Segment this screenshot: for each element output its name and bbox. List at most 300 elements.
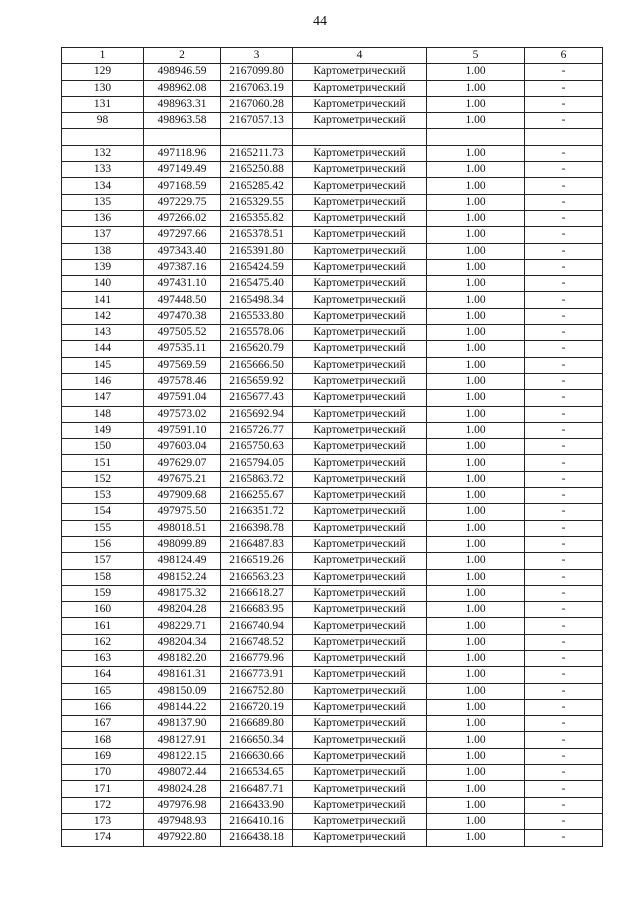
table-row [62, 618, 603, 634]
table-cell: - [525, 227, 603, 243]
table-cell: 1.00 [427, 439, 525, 455]
table-cell: 139 [62, 259, 144, 275]
table-row [62, 488, 603, 504]
table-cell: Картометрический [293, 830, 427, 846]
table-cell: 2166740.94 [221, 618, 293, 634]
table-row [62, 210, 603, 226]
table-cell: 2166773.91 [221, 667, 293, 683]
table-cell: Картометрический [293, 488, 427, 504]
table-cell: 1.00 [427, 259, 525, 275]
column-header: 4 [293, 48, 427, 64]
table-cell: - [525, 390, 603, 406]
table-cell: 498072.44 [144, 765, 221, 781]
table-cell: - [525, 406, 603, 422]
table-cell: 498137.90 [144, 716, 221, 732]
table-row [62, 634, 603, 650]
table-cell: 1.00 [427, 145, 525, 161]
table-cell: 1.00 [427, 194, 525, 210]
table-cell: 160 [62, 602, 144, 618]
table-cell: Картометрический [293, 634, 427, 650]
table-cell: 497629.07 [144, 455, 221, 471]
table-cell: Картометрический [293, 64, 427, 80]
table-cell: Картометрический [293, 178, 427, 194]
table-cell: 498946.59 [144, 64, 221, 80]
table-row [62, 422, 603, 438]
table-cell: Картометрический [293, 732, 427, 748]
table-cell: Картометрический [293, 259, 427, 275]
table-cell: 138 [62, 243, 144, 259]
table-cell: 2165391.80 [221, 243, 293, 259]
table-cell: Картометрический [293, 422, 427, 438]
table-cell: 497229.75 [144, 194, 221, 210]
table-cell: 1.00 [427, 553, 525, 569]
table-cell: 1.00 [427, 325, 525, 341]
table-cell: Картометрический [293, 390, 427, 406]
table-cell: - [525, 683, 603, 699]
table-cell: 497573.02 [144, 406, 221, 422]
table-cell: Картометрический [293, 781, 427, 797]
table-cell: 2166650.34 [221, 732, 293, 748]
table-cell: - [525, 797, 603, 813]
table-cell: 1.00 [427, 357, 525, 373]
table-cell [221, 129, 293, 145]
table-cell: 498127.91 [144, 732, 221, 748]
table-cell: - [525, 357, 603, 373]
table-cell: Картометрический [293, 765, 427, 781]
column-header: 1 [62, 48, 144, 64]
table-cell: 129 [62, 64, 144, 80]
table-cell: - [525, 439, 603, 455]
table-cell: 2167063.19 [221, 80, 293, 96]
table-cell: 498161.31 [144, 667, 221, 683]
table-cell: Картометрический [293, 227, 427, 243]
table-cell: 2165355.82 [221, 210, 293, 226]
column-header: 3 [221, 48, 293, 64]
table-cell: 498150.09 [144, 683, 221, 699]
table-cell: 2165677.43 [221, 390, 293, 406]
table-cell: 2166630.66 [221, 748, 293, 764]
table-cell: 1.00 [427, 276, 525, 292]
table-cell: 498963.58 [144, 113, 221, 129]
table-cell: 497149.49 [144, 162, 221, 178]
table-row [62, 781, 603, 797]
table-cell: Картометрический [293, 145, 427, 161]
table-cell: 135 [62, 194, 144, 210]
table-cell: 158 [62, 569, 144, 585]
table-row [62, 439, 603, 455]
table-cell: 1.00 [427, 634, 525, 650]
table-cell: Картометрический [293, 243, 427, 259]
table-cell: 2165498.34 [221, 292, 293, 308]
table-cell: 2166438.18 [221, 830, 293, 846]
table-cell: 497675.21 [144, 471, 221, 487]
table-body [62, 64, 603, 846]
table-cell: 2165329.55 [221, 194, 293, 210]
table-cell: 497603.04 [144, 439, 221, 455]
table-cell: 1.00 [427, 585, 525, 601]
table-cell: 1.00 [427, 716, 525, 732]
table-cell: 98 [62, 113, 144, 129]
table-cell: 137 [62, 227, 144, 243]
table-cell: 155 [62, 520, 144, 536]
table-cell: 143 [62, 325, 144, 341]
table-cell: 142 [62, 308, 144, 324]
table-cell: - [525, 308, 603, 324]
table-row [62, 716, 603, 732]
table-cell: 148 [62, 406, 144, 422]
table-cell: 497976.98 [144, 797, 221, 813]
table-cell: Картометрический [293, 699, 427, 715]
table-cell: Картометрический [293, 406, 427, 422]
table-cell: Картометрический [293, 162, 427, 178]
table-cell: 133 [62, 162, 144, 178]
table-cell: 497505.52 [144, 325, 221, 341]
table-cell: 2165620.79 [221, 341, 293, 357]
table-cell: 2165794.05 [221, 455, 293, 471]
table-cell: 1.00 [427, 667, 525, 683]
table-cell: 1.00 [427, 683, 525, 699]
table-cell: 498204.28 [144, 602, 221, 618]
table-row [62, 585, 603, 601]
table-cell: 2166410.16 [221, 813, 293, 829]
table-cell: 1.00 [427, 830, 525, 846]
table-cell: 1.00 [427, 406, 525, 422]
column-header: 2 [144, 48, 221, 64]
table-cell: 2165424.59 [221, 259, 293, 275]
table-cell: 497470.38 [144, 308, 221, 324]
table-cell: 159 [62, 585, 144, 601]
table-cell: Картометрический [293, 325, 427, 341]
table-cell: 2165750.63 [221, 439, 293, 455]
table-cell: - [525, 667, 603, 683]
table-cell: 167 [62, 716, 144, 732]
table-cell: 1.00 [427, 797, 525, 813]
table-cell: 497168.59 [144, 178, 221, 194]
table-cell: 1.00 [427, 471, 525, 487]
table-row [62, 830, 603, 846]
table-cell [293, 129, 427, 145]
table-row [62, 145, 603, 161]
table-cell: 173 [62, 813, 144, 829]
table-cell: 161 [62, 618, 144, 634]
table-row [62, 259, 603, 275]
table-cell: - [525, 781, 603, 797]
table-cell: 2165666.50 [221, 357, 293, 373]
table-cell: 1.00 [427, 178, 525, 194]
coordinates-table [61, 47, 603, 847]
table-cell: 149 [62, 422, 144, 438]
table-cell: - [525, 716, 603, 732]
table-cell: 1.00 [427, 80, 525, 96]
table-cell: 2166487.83 [221, 536, 293, 552]
table-cell: - [525, 455, 603, 471]
table-cell: 1.00 [427, 602, 525, 618]
table-row [62, 308, 603, 324]
table-cell: 134 [62, 178, 144, 194]
table-cell: 497569.59 [144, 357, 221, 373]
table-cell: Картометрический [293, 520, 427, 536]
table-cell: 2165659.92 [221, 373, 293, 389]
table-cell: 2165578.06 [221, 325, 293, 341]
table-row [62, 650, 603, 666]
table-cell: - [525, 292, 603, 308]
table-cell: Картометрический [293, 716, 427, 732]
table-row [62, 765, 603, 781]
table-cell: 1.00 [427, 292, 525, 308]
table-cell: Картометрический [293, 618, 427, 634]
table-cell: - [525, 162, 603, 178]
table-row [62, 113, 603, 129]
table-cell: 2167099.80 [221, 64, 293, 80]
table-row [62, 536, 603, 552]
table-cell: Картометрический [293, 80, 427, 96]
table-cell: 497591.04 [144, 390, 221, 406]
table-cell: - [525, 748, 603, 764]
table-cell: - [525, 602, 603, 618]
table-row [62, 292, 603, 308]
table-cell: 144 [62, 341, 144, 357]
table-cell: 147 [62, 390, 144, 406]
table-cell: 1.00 [427, 536, 525, 552]
table-cell: 2165285.42 [221, 178, 293, 194]
table-cell: 2165533.80 [221, 308, 293, 324]
table-row [62, 341, 603, 357]
table-cell: 1.00 [427, 308, 525, 324]
table-header-row [62, 48, 603, 64]
table-cell: 2166563.23 [221, 569, 293, 585]
table-cell: 498024.28 [144, 781, 221, 797]
table-cell: 2166779.96 [221, 650, 293, 666]
table-cell: 497266.02 [144, 210, 221, 226]
table-cell: Картометрический [293, 113, 427, 129]
table-cell: 2165378.51 [221, 227, 293, 243]
table-cell: 497922.80 [144, 830, 221, 846]
table-cell: 168 [62, 732, 144, 748]
table-cell: 146 [62, 373, 144, 389]
table-cell: - [525, 732, 603, 748]
table-row [62, 813, 603, 829]
table-cell: - [525, 259, 603, 275]
table-cell [144, 129, 221, 145]
table-cell: - [525, 210, 603, 226]
table-cell: 157 [62, 553, 144, 569]
table-cell: 169 [62, 748, 144, 764]
table-cell: 497118.96 [144, 145, 221, 161]
table-cell: Картометрический [293, 276, 427, 292]
table-cell: 140 [62, 276, 144, 292]
table-cell: - [525, 341, 603, 357]
table-cell: 1.00 [427, 569, 525, 585]
table-cell: - [525, 64, 603, 80]
table-cell: Картометрический [293, 455, 427, 471]
table-cell: 172 [62, 797, 144, 813]
table-cell: - [525, 113, 603, 129]
table-cell: 2166433.90 [221, 797, 293, 813]
table-cell: 153 [62, 488, 144, 504]
table-cell: - [525, 536, 603, 552]
table-cell: Картометрический [293, 553, 427, 569]
table-cell: - [525, 634, 603, 650]
table-cell: 136 [62, 210, 144, 226]
table-cell: 2165863.72 [221, 471, 293, 487]
table-row [62, 553, 603, 569]
table-row [62, 732, 603, 748]
table-row [62, 699, 603, 715]
table-cell: 498204.34 [144, 634, 221, 650]
table-cell: Картометрический [293, 748, 427, 764]
table-row [62, 471, 603, 487]
table-row [62, 520, 603, 536]
table-cell: 1.00 [427, 732, 525, 748]
table-row [62, 64, 603, 80]
table-cell: 162 [62, 634, 144, 650]
table-cell: 2165211.73 [221, 145, 293, 161]
table-cell: 1.00 [427, 373, 525, 389]
table-cell: 1.00 [427, 765, 525, 781]
table-cell: 1.00 [427, 488, 525, 504]
table-cell: Картометрический [293, 96, 427, 112]
table-cell: Картометрический [293, 683, 427, 699]
table-row [62, 406, 603, 422]
table-cell: 2166683.95 [221, 602, 293, 618]
table-row [62, 602, 603, 618]
table-cell: 2166487.71 [221, 781, 293, 797]
table-row [62, 748, 603, 764]
table-cell: - [525, 80, 603, 96]
table-cell: 170 [62, 765, 144, 781]
table-cell: 2165475.40 [221, 276, 293, 292]
table-cell: 2166255.67 [221, 488, 293, 504]
table-cell: 498229.71 [144, 618, 221, 634]
table-cell: - [525, 471, 603, 487]
column-header: 5 [427, 48, 525, 64]
table-cell: Картометрический [293, 357, 427, 373]
table-cell: 1.00 [427, 520, 525, 536]
table-cell: 1.00 [427, 243, 525, 259]
table-cell: - [525, 813, 603, 829]
table-cell: 1.00 [427, 64, 525, 80]
table-cell: - [525, 765, 603, 781]
table-row [62, 569, 603, 585]
table-cell: 1.00 [427, 699, 525, 715]
table-cell: Картометрический [293, 471, 427, 487]
table-cell: Картометрический [293, 569, 427, 585]
table-cell: - [525, 178, 603, 194]
table-cell: 498962.08 [144, 80, 221, 96]
table-row [62, 276, 603, 292]
table-cell: 498099.89 [144, 536, 221, 552]
table-cell: 1.00 [427, 210, 525, 226]
table-cell: - [525, 585, 603, 601]
table-cell: 497975.50 [144, 504, 221, 520]
table-cell: 2166351.72 [221, 504, 293, 520]
table-cell: 2166534.65 [221, 765, 293, 781]
table-cell: Картометрический [293, 210, 427, 226]
table-cell: Картометрический [293, 667, 427, 683]
table-cell: - [525, 699, 603, 715]
table-row [62, 667, 603, 683]
table-cell: 498963.31 [144, 96, 221, 112]
table-cell: Картометрический [293, 585, 427, 601]
table-cell: 2166398.78 [221, 520, 293, 536]
table-cell: Картометрический [293, 602, 427, 618]
table-cell: 165 [62, 683, 144, 699]
table-cell: Картометрический [293, 439, 427, 455]
table-cell: 131 [62, 96, 144, 112]
table-cell: Картометрический [293, 194, 427, 210]
table-row [62, 504, 603, 520]
table-cell: Картометрический [293, 504, 427, 520]
table-cell: - [525, 243, 603, 259]
table-row [62, 194, 603, 210]
table-cell: 498122.15 [144, 748, 221, 764]
table-cell: 2166519.26 [221, 553, 293, 569]
table-cell: 497948.93 [144, 813, 221, 829]
table-cell: 1.00 [427, 227, 525, 243]
table-cell: 2166752.80 [221, 683, 293, 699]
table-cell: - [525, 276, 603, 292]
table-cell: 497297.66 [144, 227, 221, 243]
table-cell: 498124.49 [144, 553, 221, 569]
table-cell: Картометрический [293, 292, 427, 308]
table-row [62, 455, 603, 471]
table-cell: 2167060.28 [221, 96, 293, 112]
table-cell: 1.00 [427, 96, 525, 112]
table-cell: 132 [62, 145, 144, 161]
table-cell: 2166689.80 [221, 716, 293, 732]
table-cell: Картометрический [293, 536, 427, 552]
table-cell: 1.00 [427, 748, 525, 764]
table-cell: 497387.16 [144, 259, 221, 275]
table-cell: 156 [62, 536, 144, 552]
table-cell: 497431.10 [144, 276, 221, 292]
table-cell: Картометрический [293, 813, 427, 829]
table-cell: 154 [62, 504, 144, 520]
page-number: 44 [313, 14, 327, 29]
table-cell: Картометрический [293, 341, 427, 357]
table-cell: - [525, 325, 603, 341]
table-cell: 150 [62, 439, 144, 455]
table-cell [427, 129, 525, 145]
table-cell: - [525, 373, 603, 389]
table-cell: 498175.32 [144, 585, 221, 601]
table-cell [62, 129, 144, 145]
table-cell: 2167057.13 [221, 113, 293, 129]
table-cell: - [525, 520, 603, 536]
table-cell: 2166720.19 [221, 699, 293, 715]
table-row [62, 227, 603, 243]
table-cell: - [525, 145, 603, 161]
table-cell: - [525, 488, 603, 504]
table-cell: - [525, 618, 603, 634]
table-row [62, 162, 603, 178]
table-cell: 497591.10 [144, 422, 221, 438]
table-cell: 1.00 [427, 113, 525, 129]
table-cell: 498018.51 [144, 520, 221, 536]
table-cell: 497343.40 [144, 243, 221, 259]
table-cell: 2166618.27 [221, 585, 293, 601]
table-cell: 497578.46 [144, 373, 221, 389]
table-cell: 498144.22 [144, 699, 221, 715]
table-cell: - [525, 569, 603, 585]
table-cell: - [525, 650, 603, 666]
table-cell: 1.00 [427, 422, 525, 438]
table-cell: 2165692.94 [221, 406, 293, 422]
table-cell: 152 [62, 471, 144, 487]
table-cell: 166 [62, 699, 144, 715]
table-cell: - [525, 422, 603, 438]
table-cell: 497448.50 [144, 292, 221, 308]
